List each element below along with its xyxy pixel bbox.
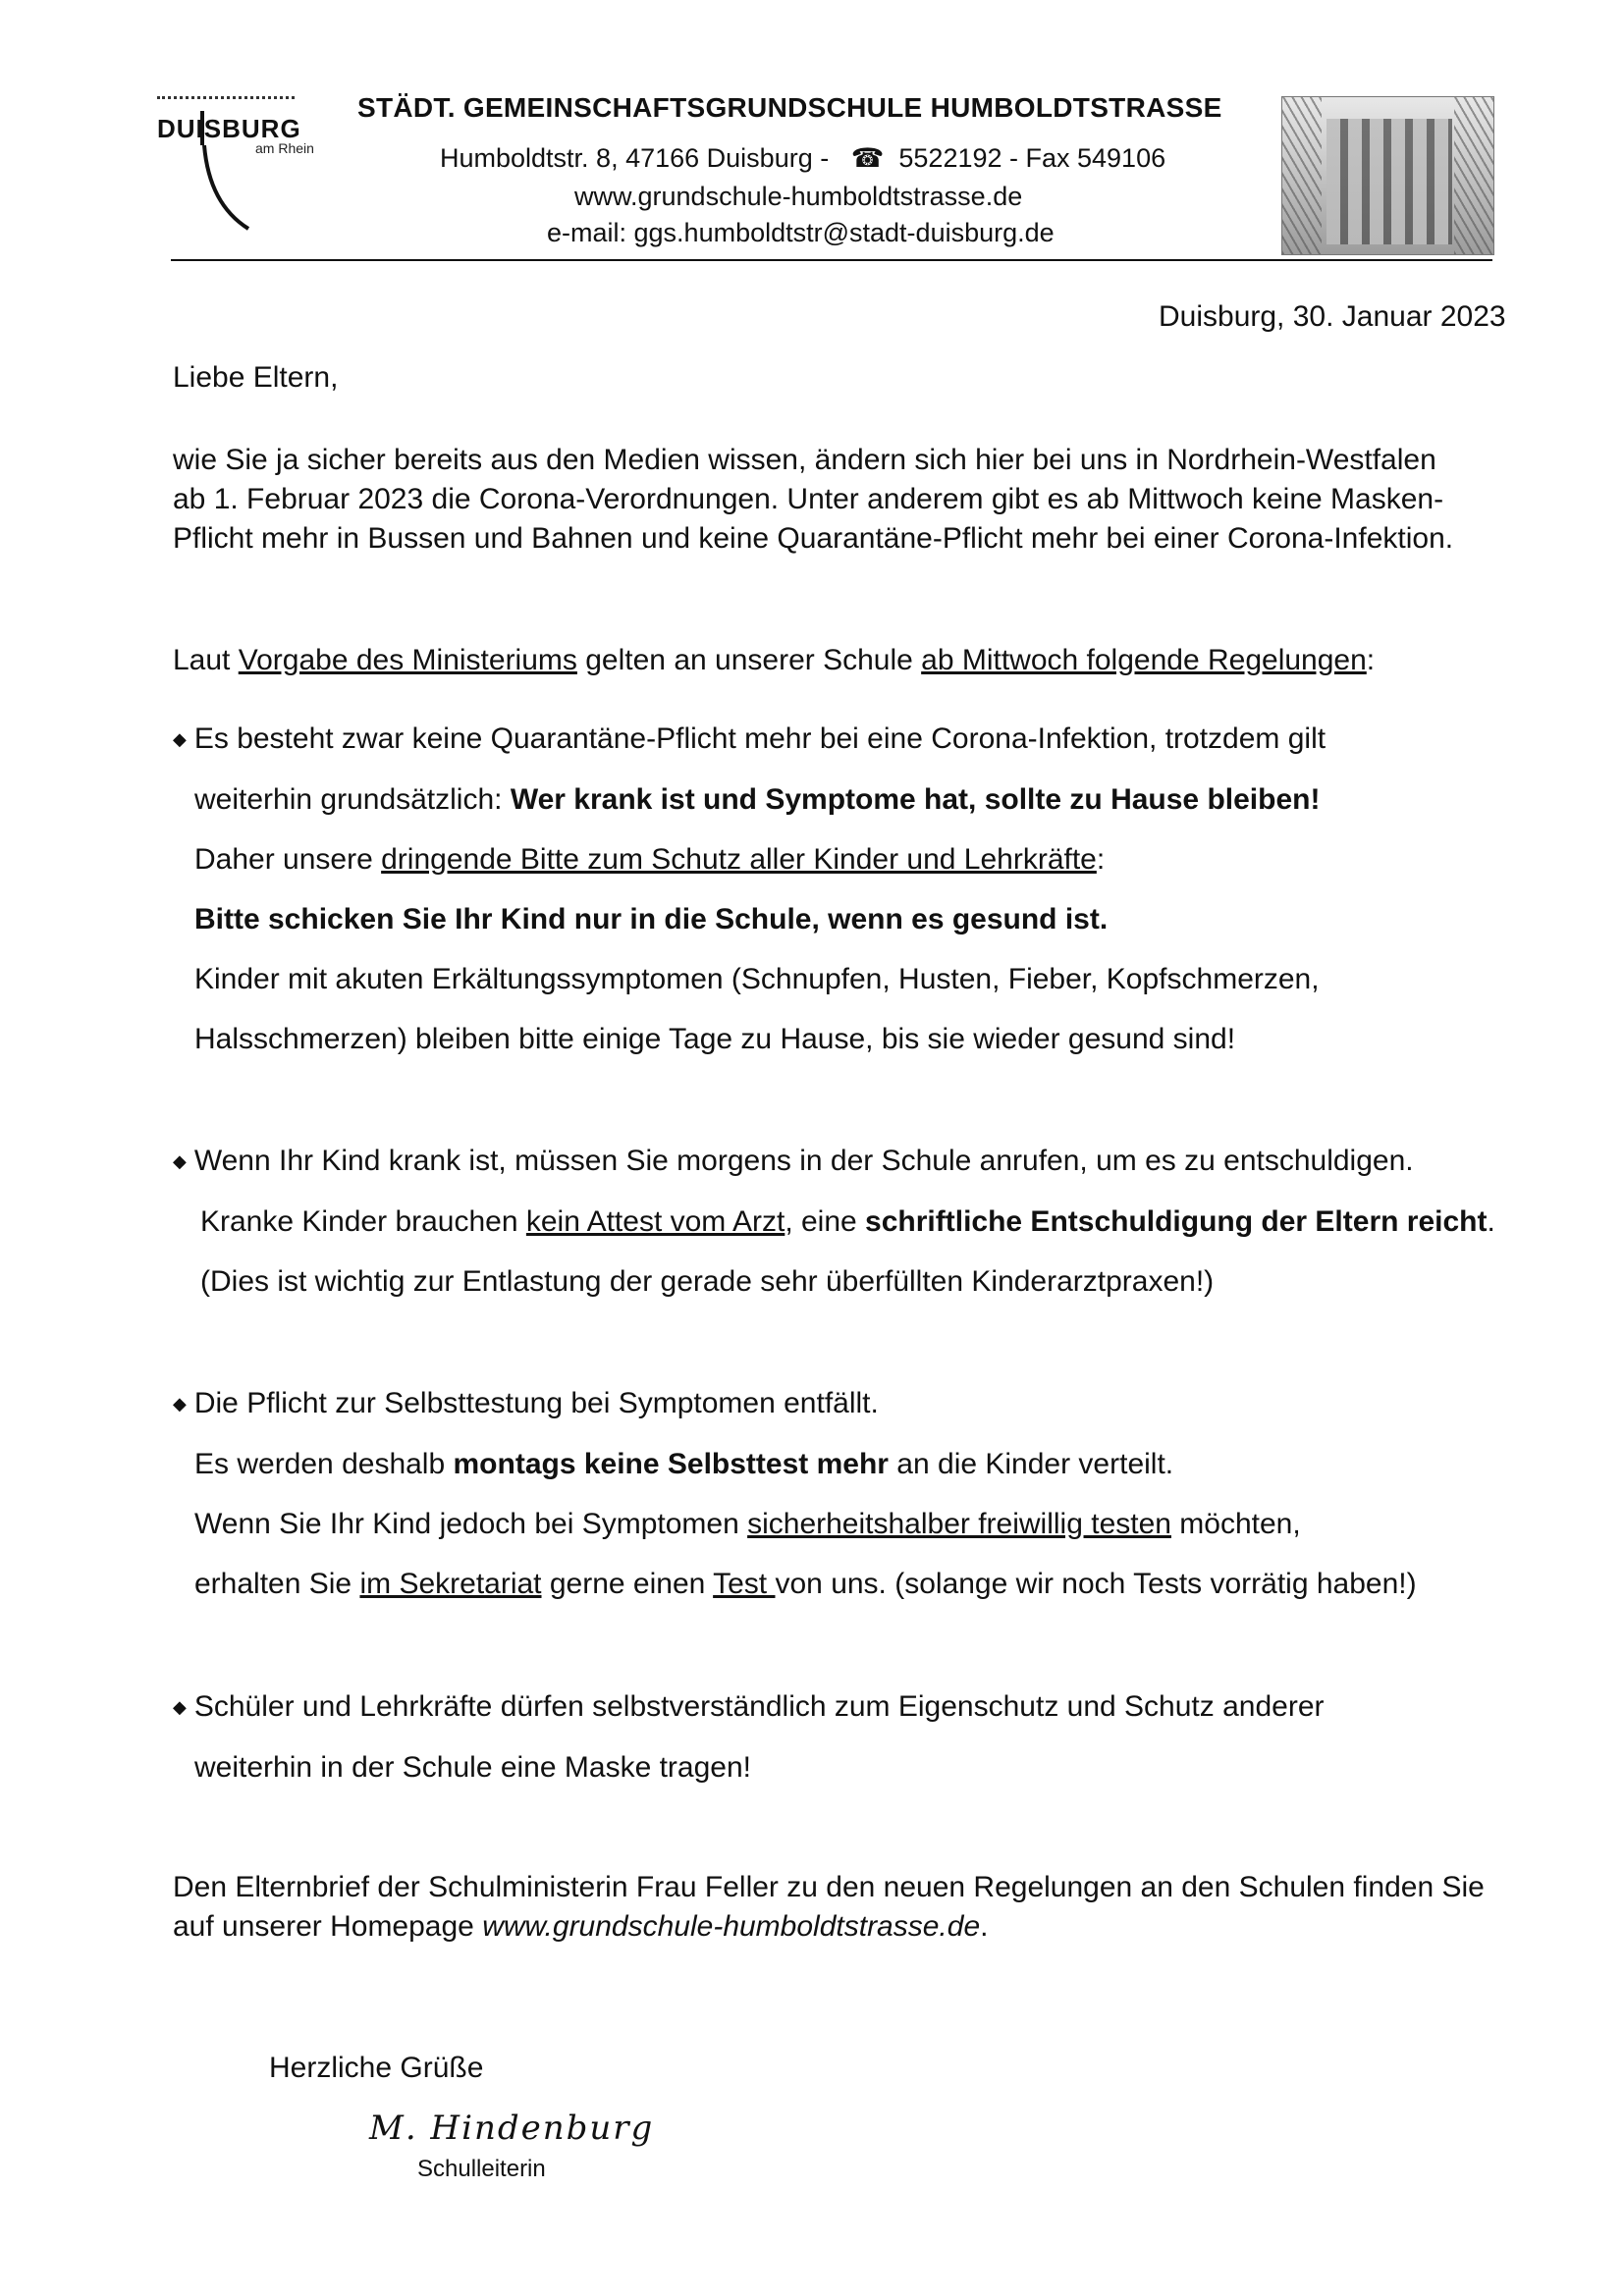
rules-reference: ab Mittwoch folgende Regelungen	[921, 644, 1367, 676]
logo-dots	[157, 96, 295, 105]
text: :	[1366, 644, 1376, 676]
text: .	[1487, 1205, 1495, 1238]
text: Schüler und Lehrkräfte dürfen selbstverständlich zum Eigenschutz und Schutz anderer	[193, 1690, 1325, 1723]
text: Es besteht zwar keine Quarantäne-Pflicht mehr bei eine Corona-Infektion, trotzdem gilt	[193, 722, 1326, 755]
building-graphic	[1326, 119, 1452, 244]
intro-line-1: wie Sie ja sicher bereits aus den Medien wissen, ändern sich hier bei uns in Nordrhein-Westfalen	[173, 444, 1436, 476]
closing-line-1: Den Elternbrief der Schulministerin Frau Feller zu den neuen Regelungen an den Schulen finden Sie	[173, 1871, 1485, 1903]
homepage-link[interactable]: www.grundschule-humboldtstrasse.de	[482, 1910, 981, 1943]
tree-graphic	[1454, 97, 1493, 254]
bullet1-line-1	[173, 722, 1326, 756]
diamond-bullet-icon: ◆	[173, 1697, 187, 1717]
text: gerne einen	[541, 1568, 714, 1600]
city-logo	[157, 96, 314, 234]
text: :	[1096, 843, 1106, 876]
underlined: dringende Bitte zum Schutz aller Kinder und Lehrkräfte	[381, 843, 1097, 876]
text: von uns. (solange wir noch Tests vorrätig haben!)	[775, 1568, 1417, 1600]
text: Wenn Sie Ihr Kind jedoch bei Symptomen	[194, 1508, 748, 1540]
text: Die Pflicht zur Selbsttestung bei Symptomen entfällt.	[193, 1387, 879, 1419]
text: Daher unsere	[194, 843, 382, 876]
bullet3-line-1	[173, 1387, 879, 1420]
signature: M. Hindenburg	[369, 2109, 655, 2148]
email[interactable]: e-mail: ggs.humboldtstr@stadt-duisburg.de	[547, 218, 1055, 247]
text: Kranke Kinder brauchen	[200, 1205, 526, 1238]
bullet1-line-2	[194, 783, 1320, 817]
text: gelten an unserer Schule	[576, 644, 922, 676]
diamond-bullet-icon: ◆	[173, 1151, 187, 1171]
underlined: sicherheitshalber freiwillig testen	[747, 1508, 1171, 1540]
logo-arc-icon	[194, 106, 253, 234]
underlined: Test	[713, 1568, 776, 1600]
text: Laut	[173, 644, 239, 676]
logo-name: DUISBURG	[157, 114, 301, 143]
bullet1-line-4: Bitte schicken Sie Ihr Kind nur in die Schule, wenn es gesund ist.	[194, 903, 1109, 935]
header-divider	[171, 259, 1492, 261]
bullet2-line-1	[173, 1145, 1414, 1178]
intro-line-3: Pflicht mehr in Bussen und Bahnen und keine Quarantäne-Pflicht mehr bei einer Corona-Infektion.	[173, 522, 1454, 555]
logo-sub: am Rhein	[255, 140, 314, 156]
bullet1-line-3	[194, 843, 1105, 877]
bullet2-line-2	[200, 1205, 1495, 1239]
letter-date: Duisburg, 30. Januar 2023	[1159, 300, 1506, 333]
text: weiterhin grundsätzlich:	[194, 783, 511, 816]
underlined: im Sekretariat	[359, 1568, 542, 1600]
salutation: Liebe Eltern,	[173, 361, 339, 394]
text: möchten,	[1170, 1508, 1301, 1540]
closing-line-2	[173, 1910, 988, 1944]
website[interactable]: www.grundschule-humboldtstrasse.de	[574, 182, 1023, 211]
phone-icon: ☎	[836, 143, 892, 173]
bullet3-line-3	[194, 1508, 1301, 1541]
school-photo	[1281, 96, 1494, 255]
text: .	[980, 1910, 989, 1943]
diamond-bullet-icon: ◆	[173, 1394, 187, 1414]
bullet4-line-2: weiterhin in der Schule eine Maske tragen!	[194, 1751, 751, 1784]
text: an die Kinder verteilt.	[888, 1448, 1174, 1480]
text: Es werden deshalb	[194, 1448, 454, 1480]
bullet3-line-2	[194, 1448, 1173, 1481]
phone: 5522192 - Fax 549106	[898, 143, 1166, 173]
emphasis: Wer krank ist und Symptome hat, sollte zu Hause bleiben!	[510, 783, 1321, 816]
diamond-bullet-icon: ◆	[173, 729, 187, 749]
bullet1-line-6: Halsschmerzen) bleiben bitte einige Tage zu Hause, bis sie wieder gesund sind!	[194, 1023, 1236, 1055]
bullet2-line-3: (Dies ist wichtig zur Entlastung der gerade sehr überfüllten Kinderarztpraxen!)	[200, 1265, 1215, 1298]
bullet3-line-4	[194, 1568, 1417, 1601]
signer-role: Schulleiterin	[417, 2156, 546, 2182]
rules-intro	[173, 644, 1375, 677]
address: Humboldtstr. 8, 47166 Duisburg -	[440, 143, 830, 173]
emphasis: montags keine Selbsttest mehr	[453, 1448, 889, 1480]
intro-line-2: ab 1. Februar 2023 die Corona-Verordnungen. Unter anderem gibt es ab Mittwoch keine Masken-	[173, 483, 1444, 515]
text: erhalten Sie	[194, 1568, 360, 1600]
text: auf unserer Homepage	[173, 1910, 483, 1943]
greeting: Herzliche Grüße	[269, 2052, 484, 2084]
bullet1-line-5: Kinder mit akuten Erkältungssymptomen (Schnupfen, Husten, Fieber, Kopfschmerzen,	[194, 963, 1320, 995]
school-name: STÄDT. GEMEINSCHAFTSGRUNDSCHULE HUMBOLDTSTRASSE	[357, 92, 1222, 123]
text: , eine	[785, 1205, 866, 1238]
text: Wenn Ihr Kind krank ist, müssen Sie morgens in der Schule anrufen, um es zu entschuldigen.	[193, 1145, 1414, 1177]
address-line	[440, 143, 1165, 174]
bullet4-line-1	[173, 1690, 1325, 1724]
emphasis: schriftliche Entschuldigung der Eltern reicht	[865, 1205, 1488, 1238]
underlined: kein Attest vom Arzt	[525, 1205, 785, 1238]
ministry-reference: Vorgabe des Ministeriums	[238, 644, 577, 676]
tree-graphic	[1282, 97, 1322, 254]
